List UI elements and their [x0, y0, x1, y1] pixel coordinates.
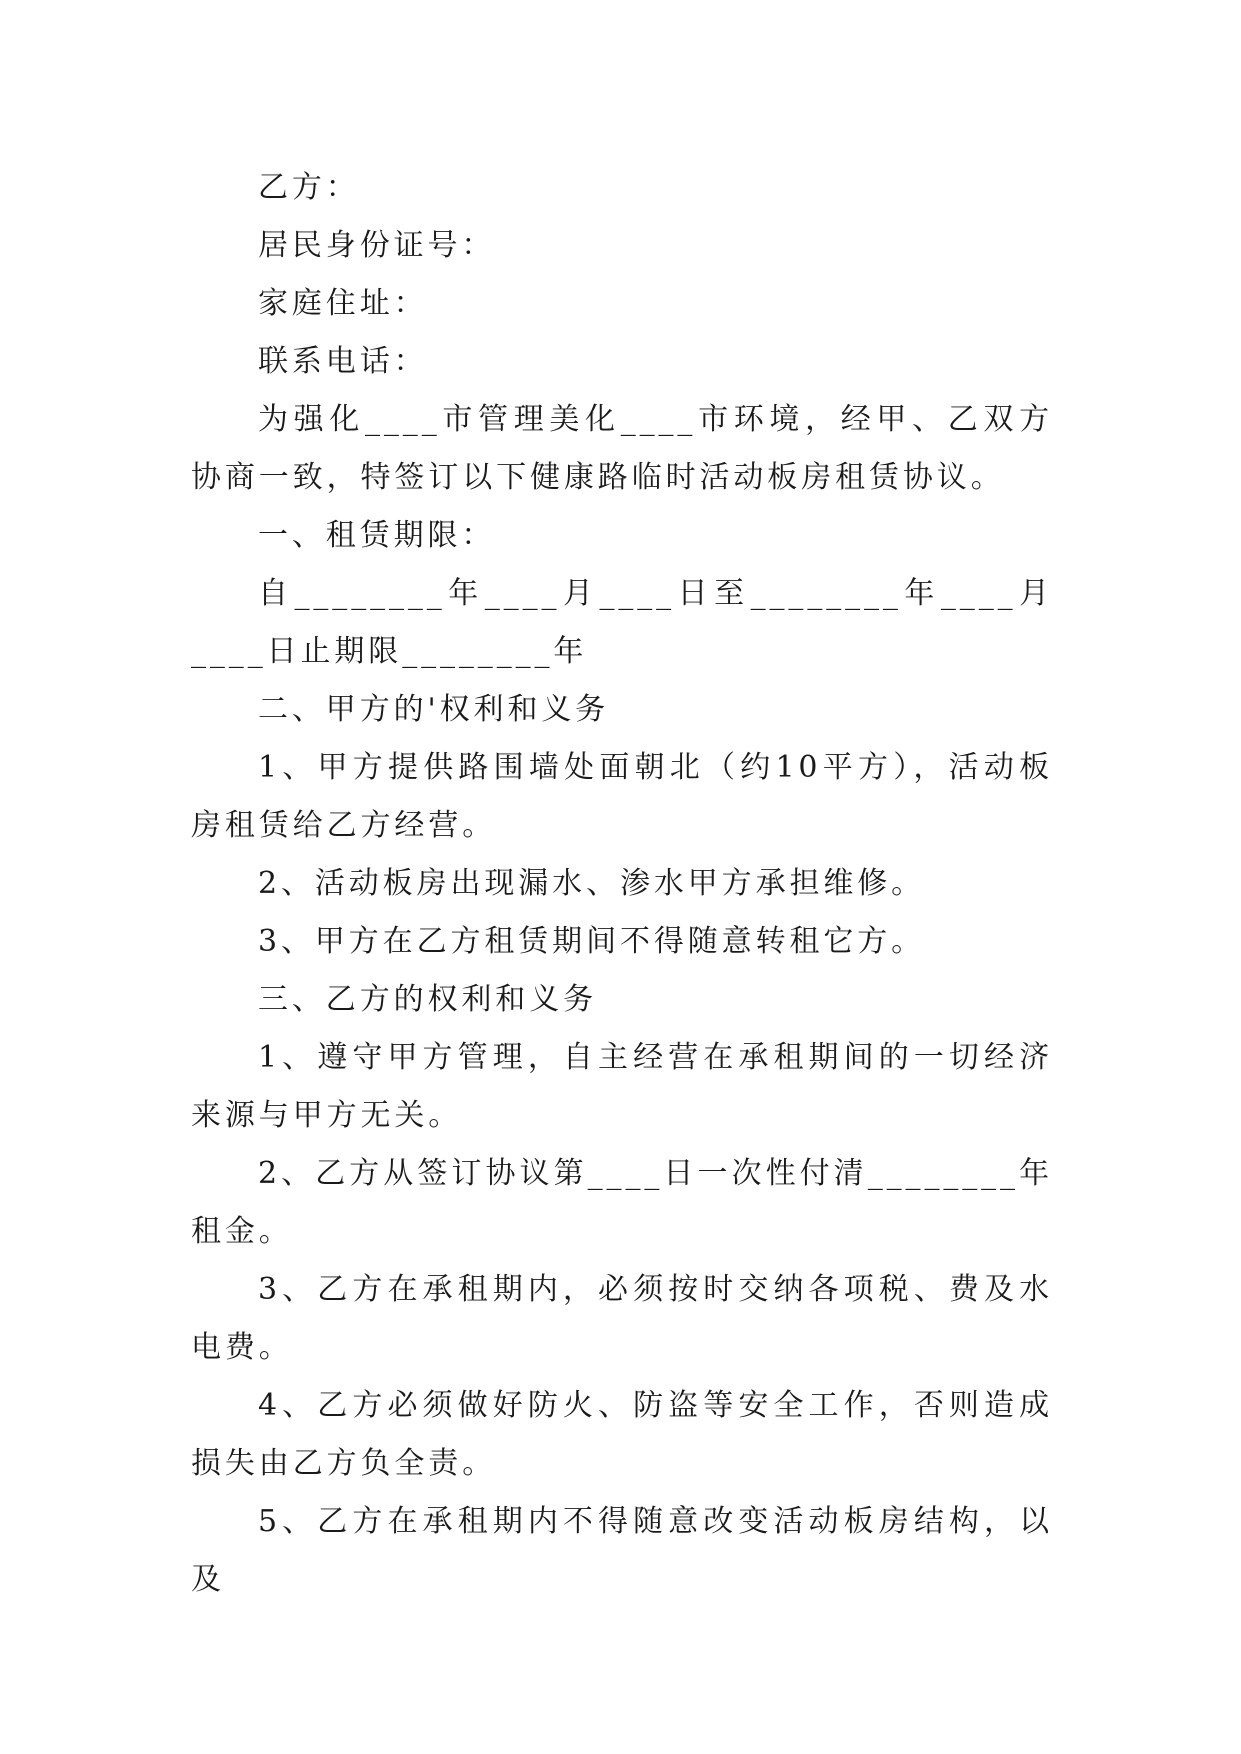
section-heading-party-b-rights: 三、乙方的权利和义务 — [258, 982, 597, 1017]
lease-term-paragraph: 自________年____月____日至________年____月____日止期限________年 — [191, 576, 1053, 669]
party-b-clause-4: 4、乙方必须做好防火、防盗等安全工作，否则造成损失由乙方负全责。 — [191, 1388, 1053, 1481]
party-b-clause-3: 3、乙方在承租期内，必须按时交纳各项税、费及水电费。 — [191, 1272, 1053, 1365]
document-body — [191, 159, 1053, 1609]
section-heading-lease-term: 一、租赁期限： — [258, 518, 496, 553]
party-b-clause-1: 1、遵守甲方管理，自主经营在承租期间的一切经济来源与甲方无关。 — [191, 1040, 1053, 1133]
party-a-clause-1: 1、甲方提供路围墙处面朝北（约10平方），活动板房租赁给乙方经营。 — [191, 750, 1053, 843]
party-b-clause-2: 2、乙方从签订协议第____日一次性付清________年租金。 — [191, 1156, 1053, 1249]
phone-label: 联系电话： — [258, 344, 428, 379]
section-heading-party-a-rights: 二、甲方的'权利和义务 — [258, 692, 610, 727]
party-b-label: 乙方： — [258, 170, 360, 205]
home-address-label: 家庭住址： — [258, 286, 428, 321]
party-b-clause-5: 5、乙方在承租期内不得随意改变活动板房结构，以及 — [191, 1504, 1053, 1597]
party-a-clause-3: 3、甲方在乙方租赁期间不得随意转租它方。 — [258, 924, 926, 959]
party-a-clause-2: 2、活动板房出现漏水、渗水甲方承担维修。 — [258, 866, 926, 901]
preamble-paragraph: 为强化____市管理美化____市环境，经甲、乙双方协商一致，特签订以下健康路临时活动板房租赁协议。 — [191, 402, 1053, 495]
id-number-label: 居民身份证号： — [258, 228, 496, 263]
